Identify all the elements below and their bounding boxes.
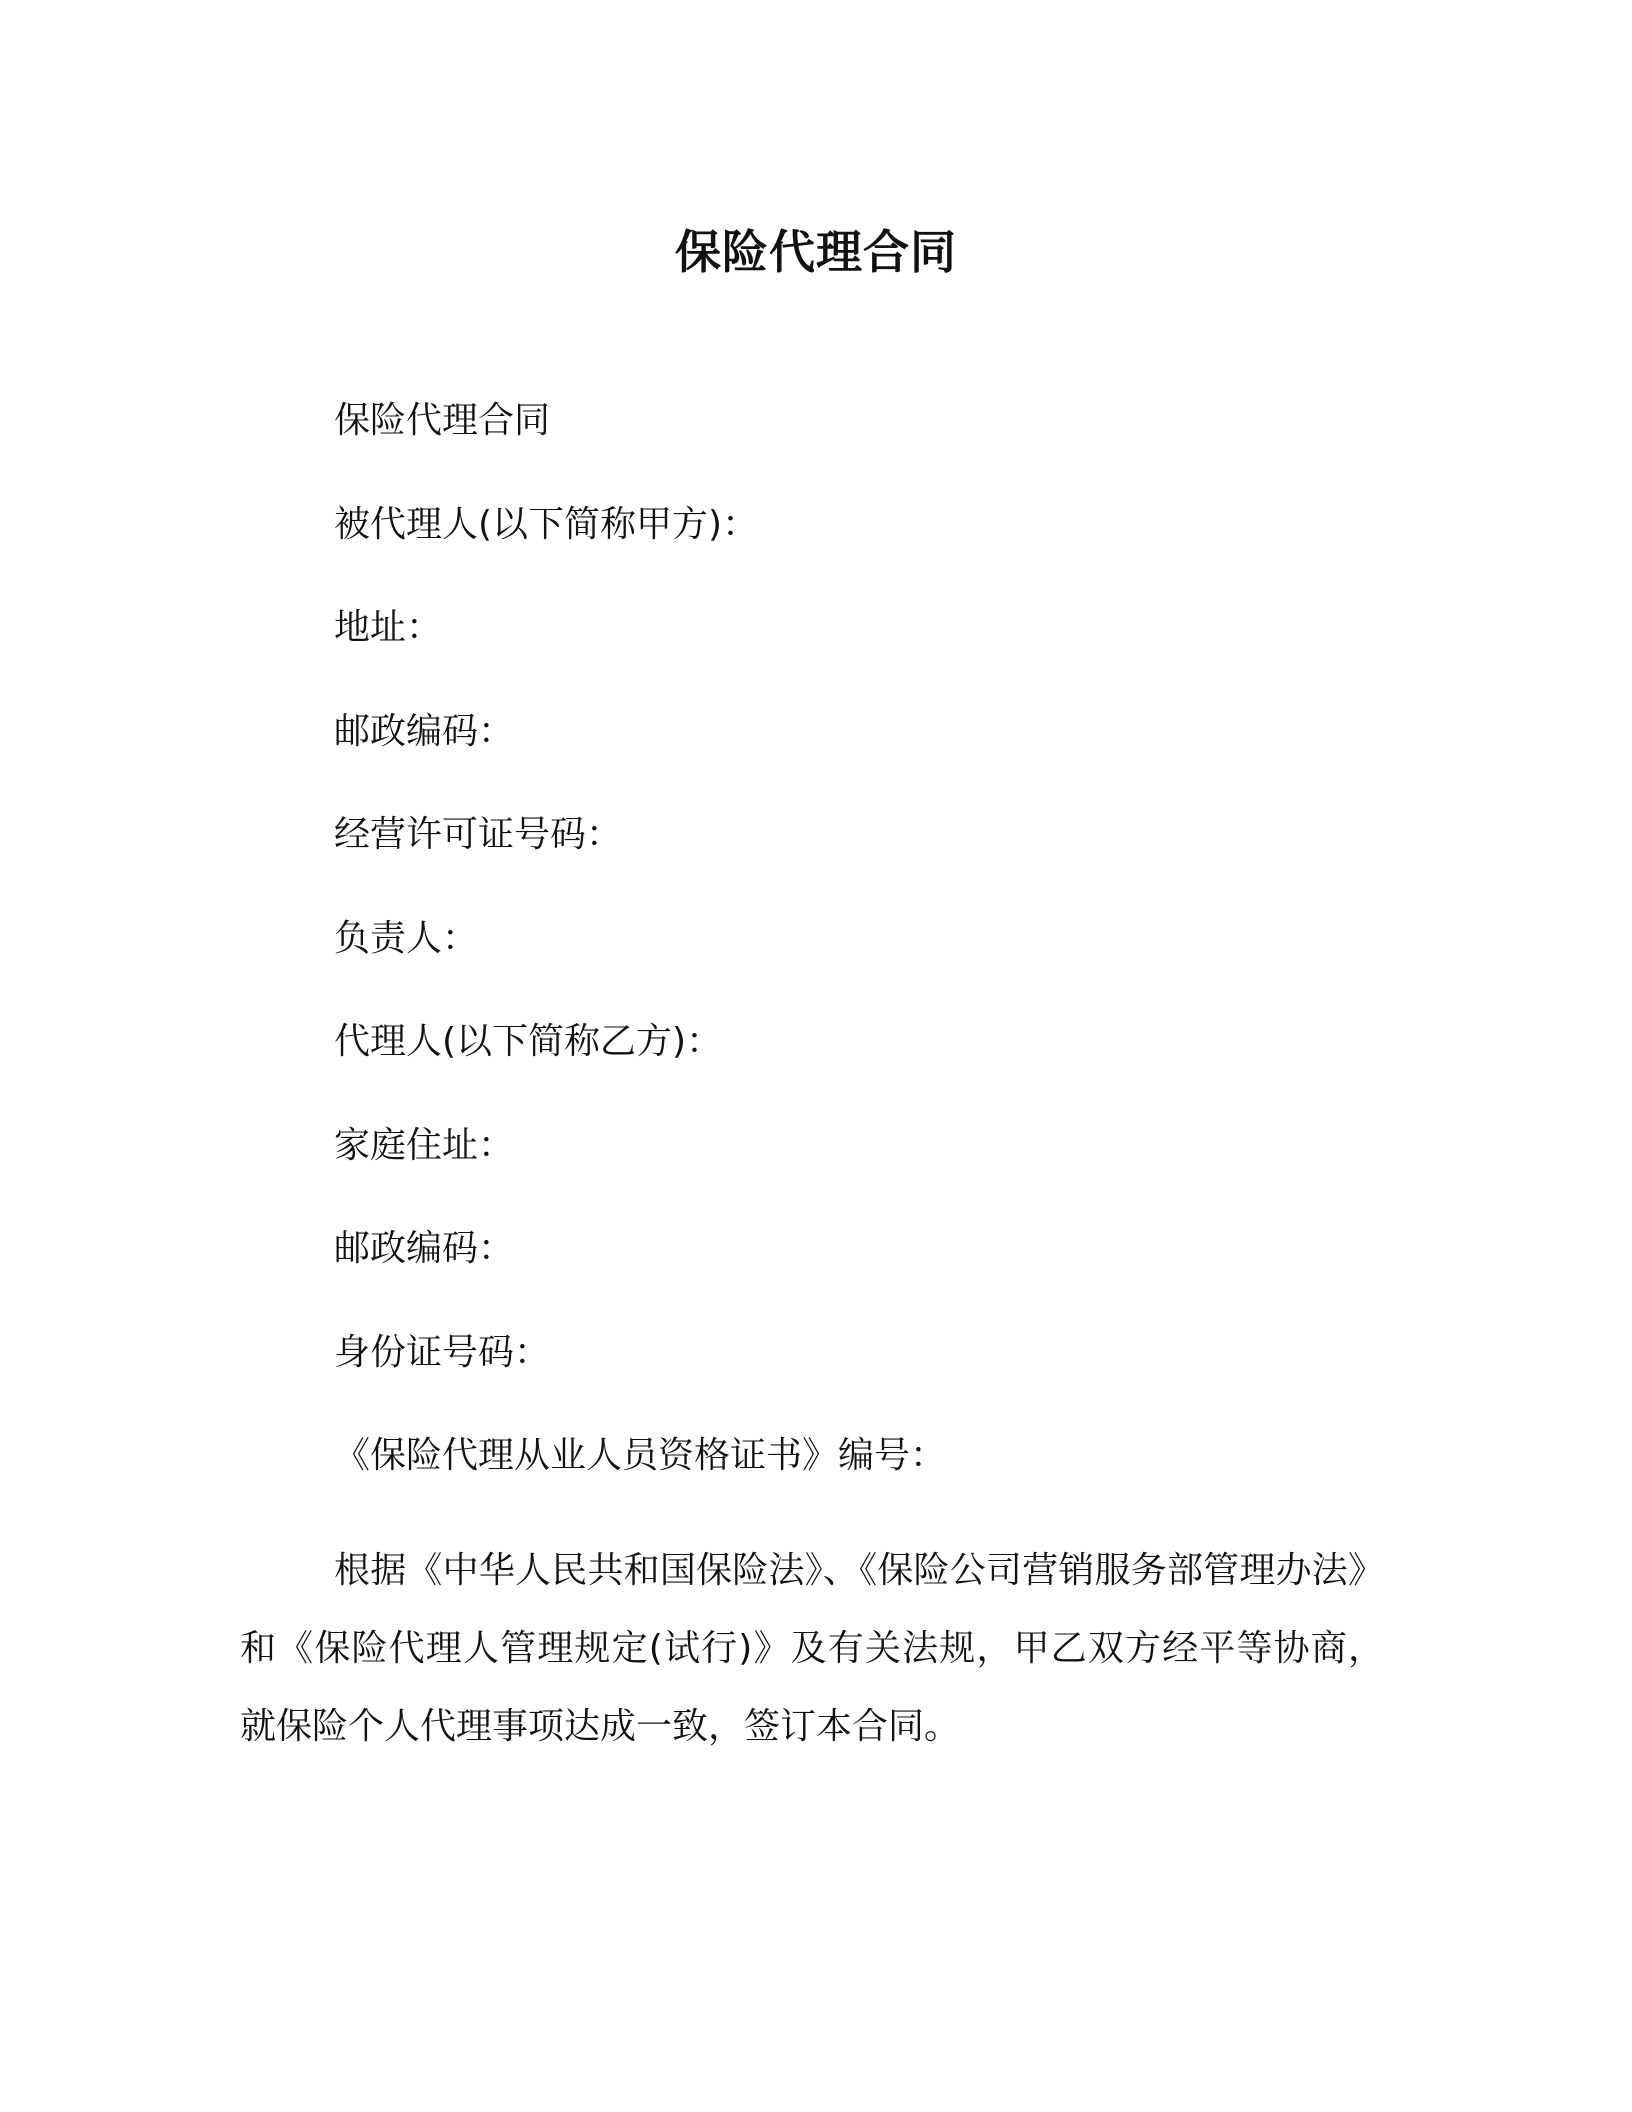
preamble-paragraph: 根据《中华人民共和国保险法》、《保险公司营销服务部管理办法》和《保险代理人管理规定(试行)》及有关法规，甲乙双方经平等协商，就保险个人代理事项达成一致，签订本合同。 (240, 1550, 1384, 1747)
address-label: 地址： (334, 607, 443, 648)
id-number-label: 身份证号码： (334, 1332, 551, 1373)
home-address-label: 家庭住址： (334, 1125, 515, 1166)
responsible-person-label: 负责人： (334, 918, 479, 959)
agent-postal-code-label: 邮政编码： (334, 1228, 515, 1269)
contract-subtitle: 保险代理合同 (334, 400, 551, 441)
certificate-number-label: 《保险代理从业人员资格证书》编号： (334, 1435, 947, 1476)
postal-code-label: 邮政编码： (334, 711, 515, 752)
document-title: 保险代理合同 (675, 225, 957, 279)
agent-label: 代理人(以下简称乙方)： (334, 1021, 723, 1062)
license-number-label: 经营许可证号码： (334, 814, 623, 855)
principal-label: 被代理人(以下简称甲方)： (334, 504, 759, 545)
